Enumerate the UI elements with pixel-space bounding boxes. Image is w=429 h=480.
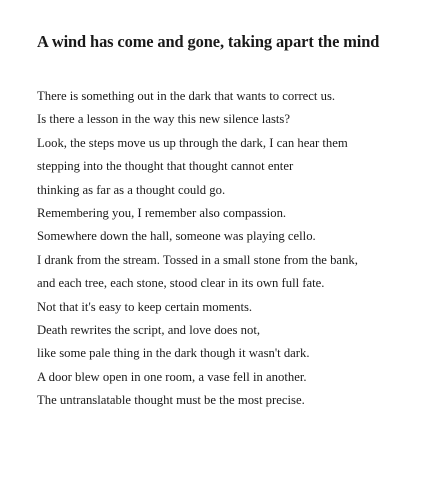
poem-body bbox=[37, 85, 358, 412]
poem-line: A door blew open in one room, a vase fell in another. bbox=[37, 369, 307, 384]
poem-line: stepping into the thought that thought cannot enter bbox=[37, 159, 294, 174]
poem-line: Is there a lesson in the way this new silence lasts? bbox=[37, 112, 290, 127]
poem-line: thinking as far as a thought could go. bbox=[37, 182, 226, 197]
poem-title: A wind has come and gone, taking apart the mind bbox=[37, 32, 380, 51]
poem-line: There is something out in the dark that wants to correct us. bbox=[37, 89, 336, 103]
poem-line: Not that it's easy to keep certain moments. bbox=[37, 299, 253, 314]
poem-line: I drank from the stream. Tossed in a small stone from the bank, bbox=[37, 252, 358, 267]
poem-line: like some pale thing in the dark though it wasn't dark. bbox=[37, 346, 310, 361]
poem-line: Death rewrites the script, and love does not, bbox=[37, 322, 261, 337]
poem-line: Somewhere down the hall, someone was playing cello. bbox=[37, 229, 316, 244]
poem-line: The untranslatable thought must be the most precise. bbox=[37, 393, 305, 408]
poem-line: and each tree, each stone, stood clear in its own full fate. bbox=[37, 276, 325, 291]
poem-line: Look, the steps move us up through the dark, I can hear them bbox=[37, 135, 348, 150]
poem-line: Remembering you, I remember also compassion. bbox=[37, 205, 287, 220]
